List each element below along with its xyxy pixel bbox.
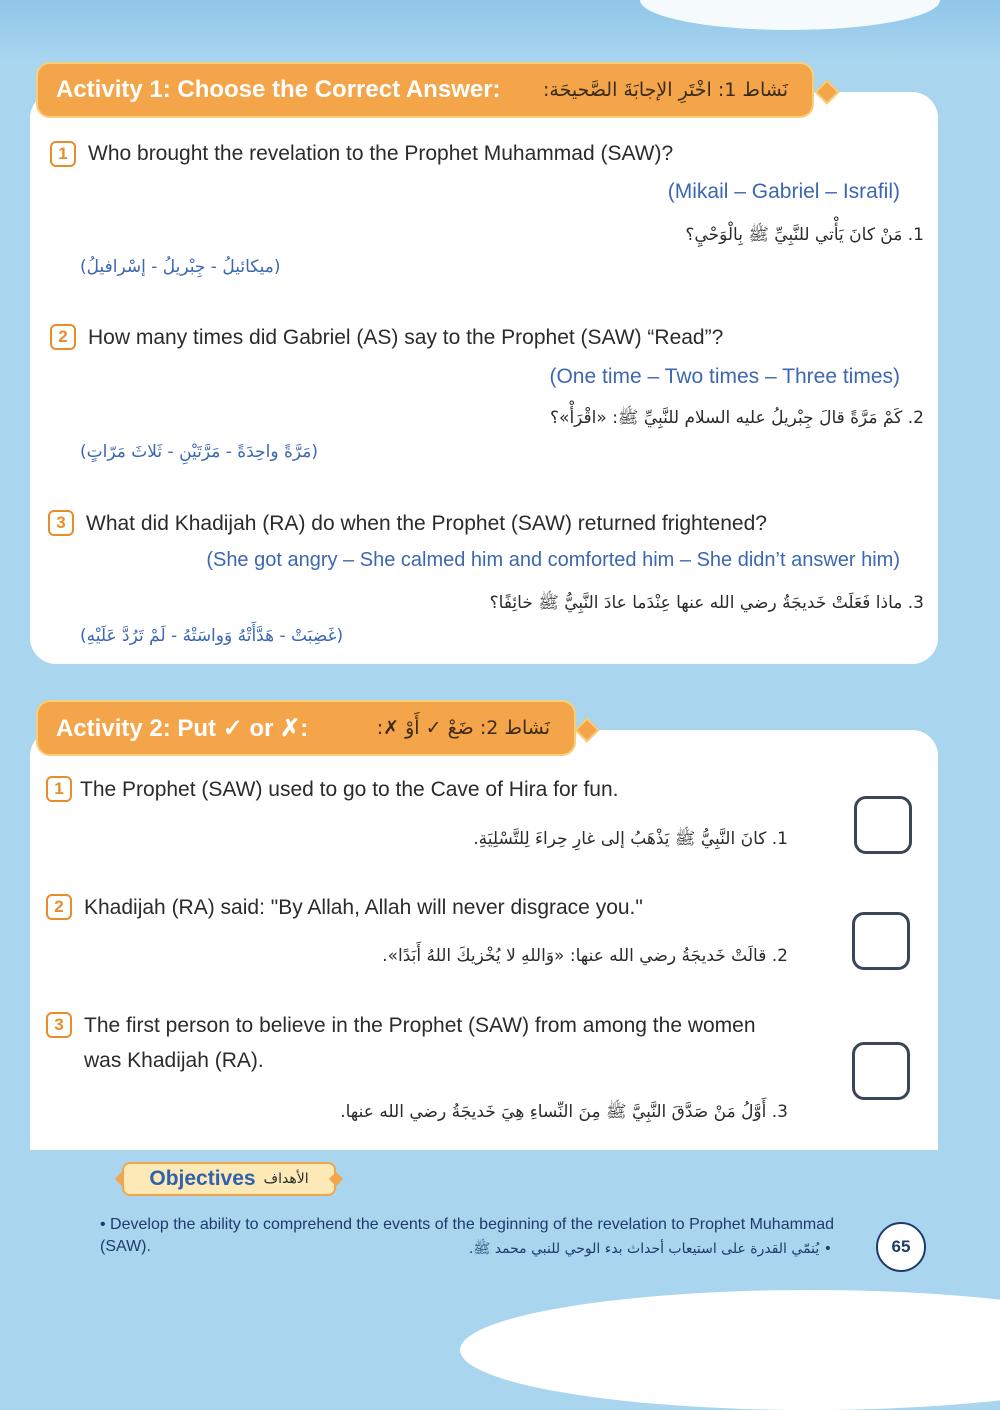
question-number: 3: [48, 510, 74, 536]
statement-number: 3: [46, 1012, 72, 1038]
objectives-bullet-ar: • يُنمّي القدرة على استيعاب أحداث بدء الوحي للنبي محمد ﷺ.: [468, 1241, 832, 1257]
statement-text-line2: was Khadijah (RA).: [84, 1049, 264, 1072]
question-options: (One time – Two times – Three times): [549, 365, 900, 388]
answer-checkbox-3[interactable]: [852, 1042, 910, 1100]
activity1-title-en: Activity 1: Choose the Correct Answer:: [56, 76, 501, 103]
answer-checkbox-1[interactable]: [854, 796, 912, 854]
statement-text: The first person to believe in the Prophet (SAW) from among the women: [84, 1014, 756, 1037]
activity2-title-en: Activity 2: Put ✓ or ✗:: [56, 714, 309, 742]
question-options-ar: (غَضِبَتْ - هَدَّأَتْهُ وَواسَتْهُ - لَمْ تَرُدَّ عَلَيْهِ): [80, 626, 344, 646]
activity2-banner: [36, 700, 576, 756]
activity1-title-ar: نَشاط 1: اخْتَرِ الإجابَةَ الصَّحيحَة:: [542, 79, 788, 101]
statement-text: The Prophet (SAW) used to go to the Cave of Hira for fun.: [80, 778, 619, 801]
question-options: (Mikail – Gabriel – Israfil): [667, 180, 900, 203]
objectives-bullet-en: • Develop the ability to comprehend the events of the beginning of the revelation to Prophet Muhammad (SAW).: [100, 1216, 835, 1255]
page-number-badge: 65: [876, 1222, 926, 1272]
statement-text: Khadijah (RA) said: "By Allah, Allah will never disgrace you.": [84, 896, 643, 919]
activity2-title-ar: نَشاط 2: ضَعْ ✓ أَوْ ✗:: [376, 717, 550, 739]
objectives-banner: [122, 1162, 336, 1196]
question-text: How many times did Gabriel (AS) say to the Prophet (SAW) “Read”?: [88, 326, 724, 349]
objectives-title-ar: الأهداف: [263, 1171, 309, 1187]
statement-text-ar: 1. كانَ النَّبِيُّ ﷺ يَذْهَبُ إلى غارِ حِراءَ لِلتَّسْلِيَةِ.: [473, 829, 788, 849]
question-number: 2: [50, 324, 76, 350]
statement-number: 1: [46, 776, 72, 802]
question-text-ar: 2. كَمْ مَرَّةً قالَ جِبْريلُ عليه السلام للنَّبِيِّ ﷺ: «اقْرَأْ»؟: [550, 408, 924, 428]
question-number: 1: [50, 141, 76, 167]
question-options-ar: (مَرَّةً واحِدَةً - مَرَّتَيْنِ - ثَلاثَ مَرّاتٍ): [80, 442, 318, 462]
question-options-ar: (ميكائيلُ - جِبْريلُ - إسْرافيلُ): [80, 257, 281, 277]
statement-number: 2: [46, 894, 72, 920]
question-text-ar: 3. ماذا فَعَلَتْ خَديجَةُ رضي الله عنها عِنْدَما عادَ النَّبِيُّ ﷺ خائِفًا؟: [489, 593, 924, 613]
statement-text-ar: 2. قالَتْ خَديجَةُ رضي الله عنها: «وَاللهِ لا يُخْزيكَ اللهُ أَبَدًا».: [382, 946, 788, 966]
activity1-banner: [36, 62, 814, 118]
question-text: What did Khadijah (RA) do when the Prophet (SAW) returned frightened?: [86, 512, 767, 535]
question-text: Who brought the revelation to the Prophet Muhammad (SAW)?: [88, 142, 674, 165]
question-options: (She got angry – She calmed him and comforted him – She didn’t answer him): [206, 549, 900, 571]
decorative-cloud-bottom: [460, 1290, 1000, 1410]
question-text-ar: 1. مَنْ كانَ يَأْتي للنَّبِيِّ ﷺ بِالْوَحْيِ؟: [685, 225, 924, 245]
objectives-title-en: Objectives: [149, 1167, 256, 1190]
statement-text-ar: 3. أَوَّلُ مَنْ صَدَّقَ النَّبِيَّ ﷺ مِنَ النِّساءِ هِيَ خَديجَةُ رضي الله عنها.: [340, 1102, 788, 1122]
answer-checkbox-2[interactable]: [852, 912, 910, 970]
